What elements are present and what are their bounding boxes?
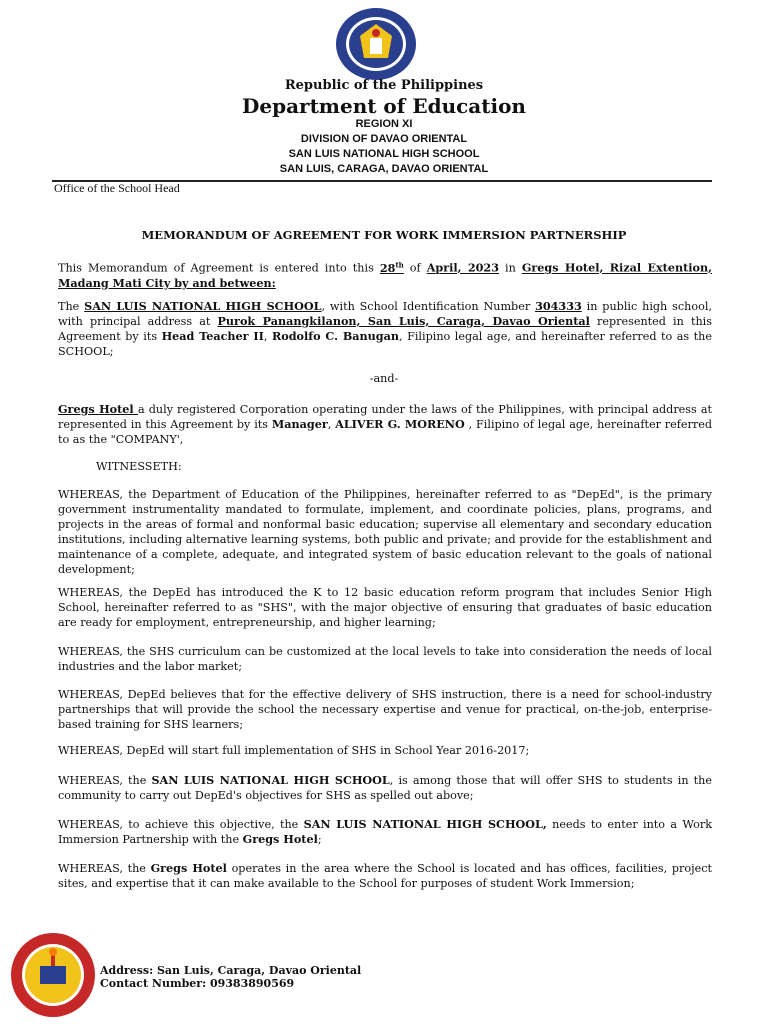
- whereas-4: WHEREAS, DepEd believes that for the effective delivery of SHS instruction, there is a need for school-industry partnerships that will provide the school the necessary expertise and venue for practical, on-the-job, enterprise-based training for SHS learners;: [58, 688, 712, 731]
- party1-rep-name: Rodolfo C. Banugan: [271, 329, 400, 343]
- party1-school: SAN LUIS NATIONAL HIGH SCHOOL: [84, 299, 322, 313]
- party-company-paragraph: [58, 402, 712, 447]
- department-title: Department of Education: [242, 94, 526, 118]
- w6-text-2: , is among those that will offer SHS to students in the community to carry out DepEd's objectives for SHS as spelled out above;: [58, 774, 712, 802]
- w8-text-1: WHEREAS, the: [58, 862, 151, 875]
- school-line: SAN LUIS NATIONAL HIGH SCHOOL: [288, 148, 480, 160]
- whereas-1: WHEREAS, the Department of Education of the Philippines, hereinafter referred to as "DepEd", is the primary government instrumentality mandated to formulate, implement, and coordinate policies, plans, programs, and projects in the areas of formal and nonformal basic education; supervise all elementary and secondary education institutions, including alternative learning systems, both public and private; and provide for the establishment and maintenance of a complete, adequate, and integrated system of basic education relevant to the goals of national development;: [58, 488, 712, 576]
- w7-school: SAN LUIS NATIONAL HIGH SCHOOL,: [303, 817, 547, 831]
- party1-text-5: ,: [263, 330, 272, 343]
- party1-text-2: , with School Identification Number: [321, 300, 536, 313]
- intro-text-1: This Memorandum of Agreement is entered into this: [58, 261, 380, 275]
- w6-school: SAN LUIS NATIONAL HIGH SCHOOL: [151, 773, 390, 787]
- intro-paragraph: [58, 257, 712, 291]
- region-line: REGION XI: [355, 118, 413, 130]
- intro-text-2: of: [403, 261, 427, 275]
- w7-text-2: needs to enter into a Work Immersion Partnership with the: [58, 818, 712, 846]
- school-address-line: SAN LUIS, CARAGA, DAVAO ORIENTAL: [279, 163, 489, 175]
- footer-contact: Contact Number: 09383890569: [100, 977, 295, 990]
- party1-text-3: in public high school, with principal address at: [58, 300, 712, 328]
- intro-day: 28th: [379, 260, 404, 275]
- party2-text-2: ,: [327, 418, 336, 431]
- party1-rep: Head Teacher II: [161, 329, 264, 343]
- whereas-3: WHEREAS, the SHS curriculum can be customized at the local levels to take into consideration the needs of local industries and the labor market;: [58, 645, 712, 673]
- w7-company: Gregs Hotel: [242, 832, 318, 846]
- intro-date: April, 2023: [426, 260, 499, 275]
- party-school-paragraph: [58, 299, 712, 359]
- whereas-7: [58, 817, 712, 847]
- division-line: DIVISION OF DAVAO ORIENTAL: [300, 133, 468, 145]
- party2-rep-name: ALIVER G. MORENO: [335, 417, 465, 431]
- deped-seal: [334, 6, 418, 82]
- intro-text-3: in: [499, 261, 522, 275]
- footer-address: Address: San Luis, Caraga, Davao Oriental: [100, 964, 362, 977]
- intro-place: Gregs Hotel, Rizal Extention, Madang Mati City by and between:: [58, 260, 713, 290]
- and-separator: -and-: [369, 372, 399, 385]
- whereas-6: [58, 773, 712, 803]
- document-title: MEMORANDUM OF AGREEMENT FOR WORK IMMERSION PARTNERSHIP: [141, 228, 627, 242]
- school-logo: [10, 932, 96, 1018]
- party2-text-3: , Filipino of legal age, hereinafter referred to as the "COMPANY',: [58, 418, 712, 446]
- party2-text-1: a duly registered Corporation operating under the laws of the Philippines, with principal address at represented in this Agreement by its: [58, 403, 713, 431]
- party1-text-4: represented in this Agreement by its: [58, 315, 712, 343]
- witnesseth: WITNESSETH:: [96, 460, 182, 473]
- party1-school-id: 304333: [535, 299, 582, 313]
- w7-text-1: WHEREAS, to achieve this objective, the: [58, 818, 304, 831]
- w8-text-2: operates in the area where the School is located and has offices, facilities, project sites, and expertise that it can make available to the School for purposes of student Work Immersion;: [58, 862, 712, 890]
- whereas-2: WHEREAS, the DepEd has introduced the K to 12 basic education reform program that includes Senior High School, hereinafter referred to as "SHS", with the major objective of ensuring that graduates of basic education are ready for employment, entrepreneurship, and higher learning;: [58, 586, 712, 629]
- party1-text-1: The: [58, 300, 85, 313]
- party2-company: Gregs Hotel: [58, 402, 139, 416]
- whereas-5: WHEREAS, DepEd will start full implementation of SHS in School Year 2016-2017;: [58, 744, 530, 757]
- party2-rep: Manager: [271, 417, 328, 431]
- w7-text-3: ;: [317, 833, 322, 846]
- party1-address: Purok Panangkilanon, San Luis, Caraga, Davao Oriental: [217, 314, 590, 328]
- w8-company: Gregs Hotel: [150, 861, 227, 875]
- party1-text-6: , Filipino legal age, and hereinafter referred to as the SCHOOL;: [58, 330, 713, 358]
- whereas-8: [58, 861, 712, 891]
- republic-line: Republic of the Philippines: [284, 78, 484, 93]
- w6-text-1: WHEREAS, the: [58, 774, 152, 787]
- office-line: Office of the School Head: [54, 181, 180, 195]
